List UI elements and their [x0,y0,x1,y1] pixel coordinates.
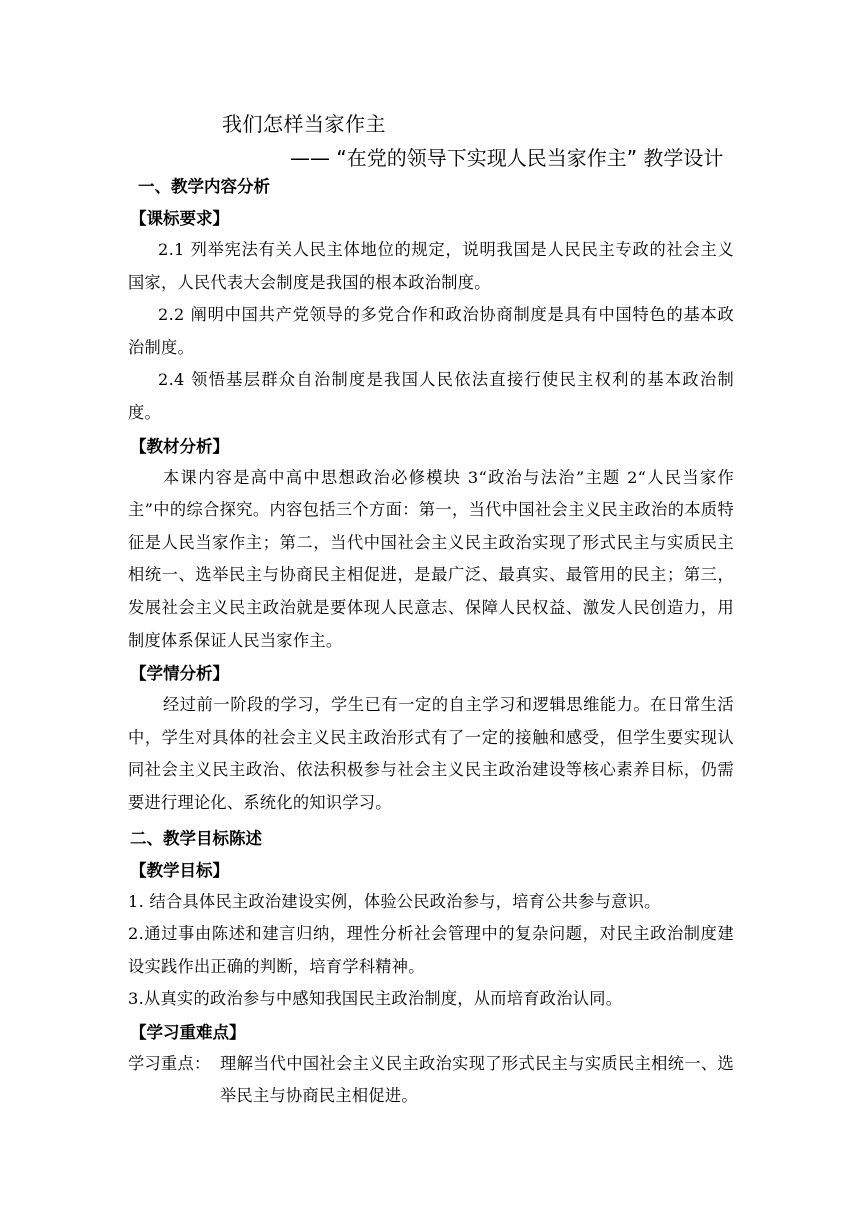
key-point-text: 理解当代中国社会主义民主政治实现了形式民主与实质民主相统一、选举民主与协商民主相促进。 [220,1053,734,1106]
subheading-student-analysis: 【学情分析】 [130,664,229,684]
section-heading-teaching-objectives: 二、教学目标陈述 [130,828,262,848]
document-subtitle: —— “在党的领导下实现人民当家作主” 教学设计 [290,146,724,170]
student-analysis-text: 经过前一阶段的学习，学生已有一定的自主学习和逻辑思维能力。在日常生活中，学生对具体的社会主义民主政治形式有了一定的接触和感受，但学生要实现认同社会主义民主政治、依法积极参与社会主义民主政治建设等核心素养目标，仍需要进行理论化、系统化的知识学习。 [128,695,734,812]
goal-item: 2.通过事由陈述和建言归纳，理性分析社会管理中的复杂问题，对民主政治制度建设实践作出正确的判断，培育学科精神。 [128,924,734,976]
subheading-key-points: 【学习重难点】 [130,1022,246,1042]
document-body [128,172,734,1113]
document-title: 我们怎样当家作主 [222,112,386,136]
subheading-teaching-goals: 【教学目标】 [130,860,229,880]
key-point-entry [128,1048,734,1113]
goal-item: 1. 结合具体民主政治建设实例，体验公民政治参与，培育公共参与意识。 [128,891,661,911]
standard-item: 2.2 阐明中国共产党领导的多党合作和政治协商制度是具有中国特色的基本政治制度。 [128,305,734,357]
subheading-curriculum-standards: 【课标要求】 [130,209,229,228]
textbook-analysis-text: 本课内容是高中高中思想政治必修模块 3“政治与法治”主题 2“人民当家作主”中的综合探究。内容包括三个方面：第一，当代中国社会主义民主政治的本质特征是人民当家作主；第二，当代中国社会主义民主政治实现了形式民主与实质民主相统一、选举民主与协商民主相促进，是最广泛、最真实、最管用的民主；第三，发展社会主义民主政治就是要体现人民意志、保障人民权益、激发人民创造力，用制度体系保证人民当家作主。 [128,467,734,650]
section-heading-content-analysis: 一、教学内容分析 [138,177,270,196]
standard-item: 2.1 列举宪法有关人民主体地位的规定，说明我国是人民民主专政的社会主义国家，人民代表大会制度是我国的根本政治制度。 [128,240,734,292]
subheading-textbook-analysis: 【教材分析】 [130,436,229,456]
key-point-label: 学习重点： [128,1053,211,1073]
goal-item: 3.从真实的政治参与中感知我国民主政治制度，从而培育政治认同。 [128,989,623,1009]
standard-item: 2.4 领悟基层群众自治制度是我国人民依法直接行使民主权利的基本政治制度。 [128,370,734,422]
